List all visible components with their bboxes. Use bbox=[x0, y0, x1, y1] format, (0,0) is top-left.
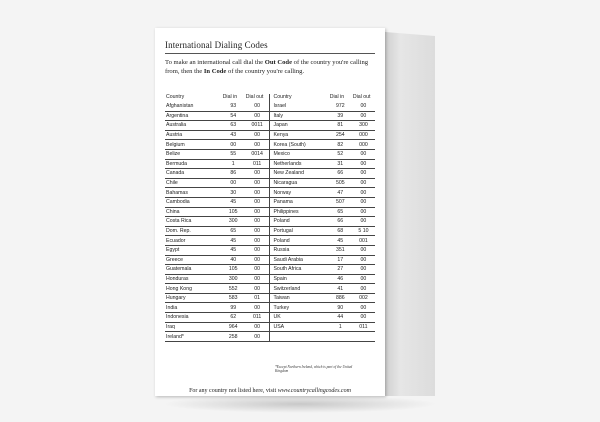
footer-note bbox=[155, 388, 385, 394]
dial-in-cell: 964 bbox=[222, 322, 245, 332]
dial-in-cell: 254 bbox=[329, 130, 352, 140]
dial-in-cell: 505 bbox=[329, 178, 352, 188]
dial-in-cell: 47 bbox=[329, 188, 352, 198]
table-row bbox=[165, 245, 375, 255]
country-cell: Nicaragua bbox=[270, 178, 329, 188]
country-cell: Hong Kong bbox=[165, 284, 222, 294]
country-cell: Bahamas bbox=[165, 188, 222, 198]
country-cell: Dom. Rep. bbox=[165, 226, 222, 236]
dial-out-cell: 00 bbox=[245, 303, 270, 313]
dial-out-cell: 01 bbox=[245, 293, 270, 303]
dial-in-cell: 44 bbox=[329, 313, 352, 323]
dial-in-cell: 65 bbox=[222, 226, 245, 236]
dial-out-cell: 00 bbox=[245, 169, 270, 179]
dial-out-cell: 00 bbox=[245, 217, 270, 227]
country-cell: South Africa bbox=[270, 265, 329, 275]
dial-in-cell: 66 bbox=[329, 169, 352, 179]
dial-out-cell: 00 bbox=[352, 149, 375, 159]
dial-out-cell: 00 bbox=[352, 245, 375, 255]
dial-out-cell: 00 bbox=[352, 284, 375, 294]
dial-in-cell: 46 bbox=[329, 274, 352, 284]
table-row bbox=[165, 140, 375, 150]
table-row bbox=[165, 332, 375, 342]
dial-out-cell: 0014 bbox=[245, 149, 270, 159]
dial-in-cell: 972 bbox=[329, 102, 352, 111]
dial-in-cell: 68 bbox=[329, 226, 352, 236]
country-cell: Poland bbox=[270, 236, 329, 246]
dial-out-cell: 00 bbox=[352, 169, 375, 179]
country-cell: USA bbox=[270, 322, 329, 332]
dial-out-cell: 00 bbox=[352, 159, 375, 169]
dial-out-cell: 00 bbox=[352, 178, 375, 188]
country-cell: Iraq bbox=[165, 322, 222, 332]
dial-out-cell: 00 bbox=[245, 140, 270, 150]
dial-out-cell: 00 bbox=[245, 188, 270, 198]
country-cell: Bermuda bbox=[165, 159, 222, 169]
country-cell: Indonesia bbox=[165, 313, 222, 323]
country-cell: Cambodia bbox=[165, 197, 222, 207]
dial-out-cell: 000 bbox=[352, 130, 375, 140]
country-cell: Honduras bbox=[165, 274, 222, 284]
table-row bbox=[165, 303, 375, 313]
dial-out-cell: 00 bbox=[352, 102, 375, 111]
card-title: International Dialing Codes bbox=[165, 40, 375, 54]
table-row bbox=[165, 102, 375, 111]
table-row bbox=[165, 207, 375, 217]
table-row bbox=[165, 274, 375, 284]
dial-in-cell: 82 bbox=[329, 140, 352, 150]
country-cell: Ireland* bbox=[165, 332, 222, 342]
dial-out-cell: 001 bbox=[352, 236, 375, 246]
table-row bbox=[165, 217, 375, 227]
dial-in-cell: 17 bbox=[329, 255, 352, 265]
country-cell: Costa Rica bbox=[165, 217, 222, 227]
country-cell: Panama bbox=[270, 197, 329, 207]
country-cell: India bbox=[165, 303, 222, 313]
dial-in-cell: 886 bbox=[329, 293, 352, 303]
table-row bbox=[165, 236, 375, 246]
country-cell: China bbox=[165, 207, 222, 217]
header-dial-out-left: Dial out bbox=[245, 94, 264, 100]
dial-in-cell: 105 bbox=[222, 207, 245, 217]
dial-out-cell: 00 bbox=[352, 217, 375, 227]
dial-in-cell: 93 bbox=[222, 102, 245, 111]
dial-in-cell: 41 bbox=[329, 284, 352, 294]
dial-in-cell: 43 bbox=[222, 130, 245, 140]
intro-text-1: To make an international call dial the bbox=[165, 59, 265, 66]
dial-in-cell: 583 bbox=[222, 293, 245, 303]
footnote: *Except Northern Ireland, which is part of the United Kingdom bbox=[275, 365, 353, 374]
table-row bbox=[165, 293, 375, 303]
dial-in-cell: 45 bbox=[222, 197, 245, 207]
dial-out-cell: 00 bbox=[245, 111, 270, 121]
country-cell: Philippines bbox=[270, 207, 329, 217]
dial-in-cell: 300 bbox=[222, 274, 245, 284]
dial-in-cell: 66 bbox=[329, 217, 352, 227]
dialing-codes-table bbox=[165, 94, 375, 342]
header-dial-in-right: Dial in bbox=[329, 94, 345, 100]
table-row bbox=[165, 130, 375, 140]
country-cell: Ecuador bbox=[165, 236, 222, 246]
country-cell: Greece bbox=[165, 255, 222, 265]
dial-in-cell: 99 bbox=[222, 303, 245, 313]
country-cell: Canada bbox=[165, 169, 222, 179]
dial-in-cell: 90 bbox=[329, 303, 352, 313]
box-shadow bbox=[162, 395, 438, 413]
dial-out-cell: 00 bbox=[352, 111, 375, 121]
intro-in-code: In Code bbox=[203, 68, 227, 75]
country-cell: Egypt bbox=[165, 245, 222, 255]
country-cell: Chile bbox=[165, 178, 222, 188]
country-cell: Saudi Arabia bbox=[270, 255, 329, 265]
dial-in-cell: 65 bbox=[329, 207, 352, 217]
dial-out-cell: 00 bbox=[245, 102, 270, 111]
table-row bbox=[165, 265, 375, 275]
footer-url: www.countrycallingcodes.com bbox=[277, 388, 351, 394]
dial-out-cell: 002 bbox=[352, 293, 375, 303]
intro-out-code: Out Code bbox=[264, 59, 292, 66]
card-intro bbox=[165, 58, 375, 76]
dial-out-cell: 00 bbox=[245, 284, 270, 294]
table-row bbox=[165, 284, 375, 294]
dial-out-cell: 5 10 bbox=[352, 226, 375, 236]
dial-in-cell: 63 bbox=[222, 121, 245, 131]
table-row bbox=[165, 313, 375, 323]
dial-out-cell: 300 bbox=[352, 121, 375, 131]
dial-out-cell: 000 bbox=[352, 140, 375, 150]
country-cell: Russia bbox=[270, 245, 329, 255]
dial-in-cell: 31 bbox=[329, 159, 352, 169]
dial-in-cell: 1 bbox=[222, 159, 245, 169]
dial-out-cell: 011 bbox=[245, 313, 270, 323]
table-row bbox=[165, 178, 375, 188]
table-row bbox=[165, 322, 375, 332]
country-cell: Japan bbox=[270, 121, 329, 131]
dial-in-cell: 45 bbox=[329, 236, 352, 246]
dial-in-cell: 507 bbox=[329, 197, 352, 207]
table-row bbox=[165, 159, 375, 169]
dial-in-cell: 55 bbox=[222, 149, 245, 159]
dial-out-cell: 00 bbox=[245, 245, 270, 255]
dial-out-cell: 00 bbox=[352, 207, 375, 217]
country-cell: Korea (South) bbox=[270, 140, 329, 150]
country-cell: Israel bbox=[270, 102, 329, 111]
dial-out-cell: 00 bbox=[352, 255, 375, 265]
dial-out-cell: 00 bbox=[245, 236, 270, 246]
dial-out-cell: 00 bbox=[245, 178, 270, 188]
country-cell: New Zealand bbox=[270, 169, 329, 179]
dial-out-cell: 0011 bbox=[245, 121, 270, 131]
intro-text-2: of the country you're calling from, then the bbox=[165, 59, 369, 75]
table-row bbox=[165, 226, 375, 236]
dial-in-cell: 86 bbox=[222, 169, 245, 179]
dial-out-cell: 00 bbox=[245, 207, 270, 217]
country-cell bbox=[270, 332, 329, 342]
dial-out-cell: 00 bbox=[352, 188, 375, 198]
dial-in-cell: 54 bbox=[222, 111, 245, 121]
dial-in-cell: 27 bbox=[329, 265, 352, 275]
dial-out-cell: 00 bbox=[245, 255, 270, 265]
country-cell: Turkey bbox=[270, 303, 329, 313]
dialing-codes-card bbox=[155, 28, 385, 396]
table-row bbox=[165, 188, 375, 198]
country-cell: Switzerland bbox=[270, 284, 329, 294]
country-cell: Kenya bbox=[270, 130, 329, 140]
dial-in-cell bbox=[329, 332, 352, 342]
dial-in-cell: 00 bbox=[222, 178, 245, 188]
country-cell: Austria bbox=[165, 130, 222, 140]
dial-in-cell: 00 bbox=[222, 140, 245, 150]
dial-in-cell: 1 bbox=[329, 322, 352, 332]
dial-in-cell: 552 bbox=[222, 284, 245, 294]
header-dial-out-right: Dial out bbox=[352, 94, 371, 100]
box-side-panel bbox=[385, 32, 435, 396]
country-cell: Argentina bbox=[165, 111, 222, 121]
country-cell: Hungary bbox=[165, 293, 222, 303]
country-cell: Norway bbox=[270, 188, 329, 198]
dial-in-cell: 40 bbox=[222, 255, 245, 265]
country-cell: Taiwan bbox=[270, 293, 329, 303]
country-cell: Belgium bbox=[165, 140, 222, 150]
table-row bbox=[165, 169, 375, 179]
dial-out-cell: 00 bbox=[352, 197, 375, 207]
table-row bbox=[165, 255, 375, 265]
table-row bbox=[165, 149, 375, 159]
dial-out-cell: 011 bbox=[245, 159, 270, 169]
table-row bbox=[165, 111, 375, 121]
country-cell: Portugal bbox=[270, 226, 329, 236]
intro-text-3: of the country you're calling. bbox=[226, 68, 305, 75]
header-country-right: Country bbox=[270, 94, 329, 102]
dial-out-cell: 011 bbox=[352, 322, 375, 332]
dial-in-cell: 351 bbox=[329, 245, 352, 255]
footer-text: For any country not listed here, visit bbox=[189, 388, 278, 394]
dial-out-cell bbox=[352, 332, 375, 342]
header-country-left: Country bbox=[166, 94, 185, 100]
dial-in-cell: 39 bbox=[329, 111, 352, 121]
header-dial-in-left: Dial in bbox=[222, 94, 238, 100]
country-cell: Netherlands bbox=[270, 159, 329, 169]
dial-out-cell: 00 bbox=[352, 303, 375, 313]
country-cell: Spain bbox=[270, 274, 329, 284]
dial-in-cell: 300 bbox=[222, 217, 245, 227]
country-cell: Guatemala bbox=[165, 265, 222, 275]
table-header-row bbox=[165, 94, 375, 102]
country-cell: Australia bbox=[165, 121, 222, 131]
dial-in-cell: 30 bbox=[222, 188, 245, 198]
country-cell: Afghanistan bbox=[165, 102, 222, 111]
country-cell: Mexico bbox=[270, 149, 329, 159]
dial-in-cell: 45 bbox=[222, 245, 245, 255]
dial-in-cell: 105 bbox=[222, 265, 245, 275]
dial-in-cell: 45 bbox=[222, 236, 245, 246]
dial-out-cell: 00 bbox=[352, 265, 375, 275]
dial-in-cell: 62 bbox=[222, 313, 245, 323]
country-cell: Italy bbox=[270, 111, 329, 121]
dial-in-cell: 52 bbox=[329, 149, 352, 159]
dial-out-cell: 00 bbox=[245, 265, 270, 275]
dial-out-cell: 00 bbox=[245, 197, 270, 207]
country-cell: UK bbox=[270, 313, 329, 323]
country-cell: Belize bbox=[165, 149, 222, 159]
dial-out-cell: 00 bbox=[245, 226, 270, 236]
table-row bbox=[165, 121, 375, 131]
dial-out-cell: 00 bbox=[245, 274, 270, 284]
dial-in-cell: 258 bbox=[222, 332, 245, 342]
table-row bbox=[165, 197, 375, 207]
dial-out-cell: 00 bbox=[245, 322, 270, 332]
dial-out-cell: 00 bbox=[245, 332, 270, 342]
dial-out-cell: 00 bbox=[352, 274, 375, 284]
country-cell: Poland bbox=[270, 217, 329, 227]
dial-in-cell: 81 bbox=[329, 121, 352, 131]
dial-out-cell: 00 bbox=[352, 313, 375, 323]
dial-out-cell: 00 bbox=[245, 130, 270, 140]
table-body bbox=[165, 102, 375, 341]
